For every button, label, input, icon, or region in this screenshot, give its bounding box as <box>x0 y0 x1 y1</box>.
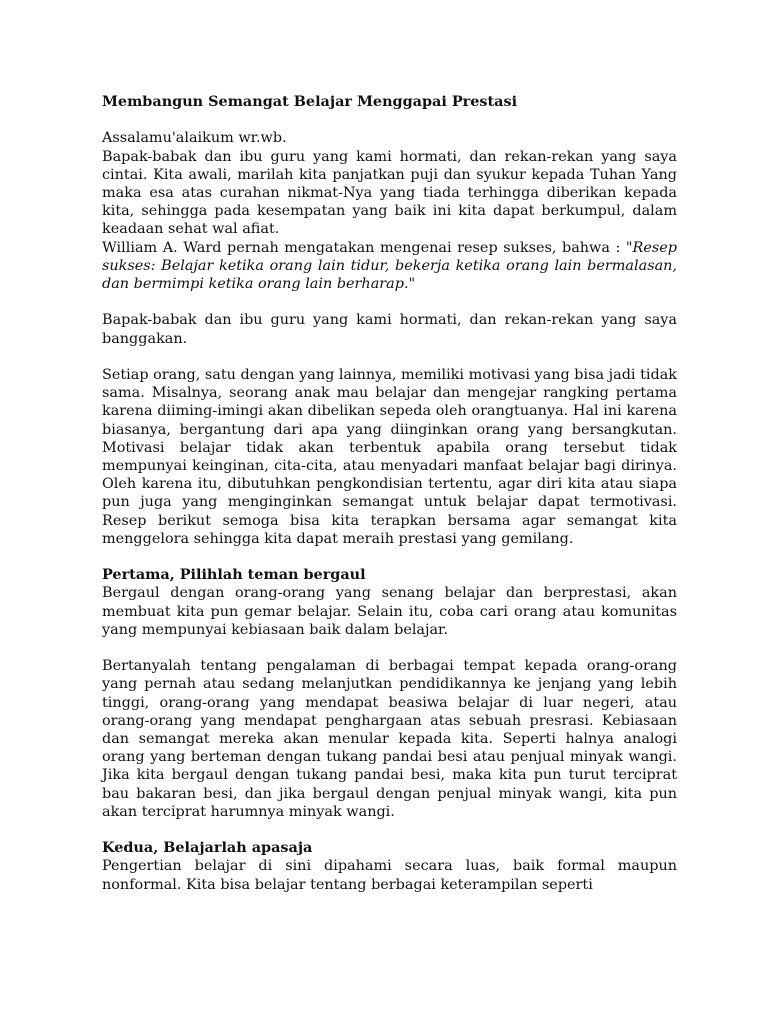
document-title: Membangun Semangat Belajar Menggapai Prestasi <box>102 93 518 110</box>
spacer <box>102 348 677 366</box>
spacer <box>102 639 677 657</box>
paragraph-friends: Bergaul dengan orang-orang yang senang belajar dan berprestasi, akan membuat kita pun gemar belajar. Selain itu, coba cari orang atau komunitas yang mempunyai kebiasaan baik dalam belajar. <box>102 585 677 638</box>
paragraph-learning: Pengertian belajar di sini dipahami secara luas, baik formal maupun nonformal. Kita bisa belajar tentang berbagai keterampilan seperti <box>102 858 677 893</box>
paragraph-ask: Bertanyalah tentang pengalaman di berbagai tempat kepada orang-orang yang pernah atau sedang melanjutkan pendidikannya ke jenjang yang lebih tinggi, orang-orang yang mendapat beasiwa belajar di luar negeri, atau orang-orang yang mendapat penghargaan atas sebuah presrasi. Kebiasaan dan semangat mereka akan menular kepada kita. Seperti halnya analogi orang yang berteman dengan tukang pandai besi atau penjual minyak wangi. Jika kita bergaul dengan tukang pandai besi, maka kita pun turut terciprat bau bakaran besi, dan jika bergaul dengan penjual minyak wangi, kita pun akan terciprat harumnya minyak wangi. <box>102 658 677 820</box>
heading-first: Pertama, Pilihlah teman bergaul <box>102 566 366 584</box>
quote-intro: William A. Ward pernah mengatakan mengenai resep sukses, bahwa : " <box>102 239 633 256</box>
paragraph-address: Bapak-babak dan ibu guru yang kami hormati, dan rekan-rekan yang saya banggakan. <box>102 312 677 347</box>
heading-second: Kedua, Belajarlah apasaja <box>102 839 313 857</box>
spacer <box>102 293 677 311</box>
paragraph-motivation: Setiap orang, satu dengan yang lainnya, memiliki motivasi yang bisa jadi tidak sama. Misalnya, seorang anak mau belajar dan mengejar rangking pertama karena diiming-imingi akan dibelikan sepeda oleh orangtuanya. Hal ini karena biasanya, bergantung dari apa yang diinginkan orang yang bersangkutan. Motivasi belajar tidak akan terbentuk apabila orang tersebut tidak mempunyai keinginan, cita-cita, atau menyadari manfaat belajar bagi dirinya. Oleh karena itu, dibutuhkan pengkondisian tertentu, agar diri kita atau siapa pun juga yang menginginkan semangat untuk belajar dapat termotivasi. Resep berikut semoga bisa kita terapkan bersama agar semangat kita menggelora sehingga kita dapat meraih prestasi yang gemilang. <box>102 367 677 547</box>
spacer <box>102 548 677 566</box>
quote-end: " <box>408 276 416 293</box>
paragraph-quote <box>102 239 677 294</box>
quote-text: Resep sukses: Belajar ketika orang lain tidur, bekerja ketika orang lain bermalasan, dan bermimpi ketika orang lain berharap. <box>102 239 677 293</box>
document-page <box>102 90 677 894</box>
spacer <box>102 821 677 839</box>
spacer <box>102 111 677 129</box>
paragraph-opening: Bapak-babak dan ibu guru yang kami hormati, dan rekan-rekan yang saya cintai. Kita awali, marilah kita panjatkan puji dan syukur kepada Tuhan Yang maka esa atas curahan nikmat-Nya yang tiada terhingga diberikan kepada kita, sehingga pada kesempatan yang baik ini kita dapat berkumpul, dalam keadaan sehat wal afiat. <box>102 148 677 238</box>
greeting: Assalamu'alaikum wr.wb. <box>102 130 287 147</box>
